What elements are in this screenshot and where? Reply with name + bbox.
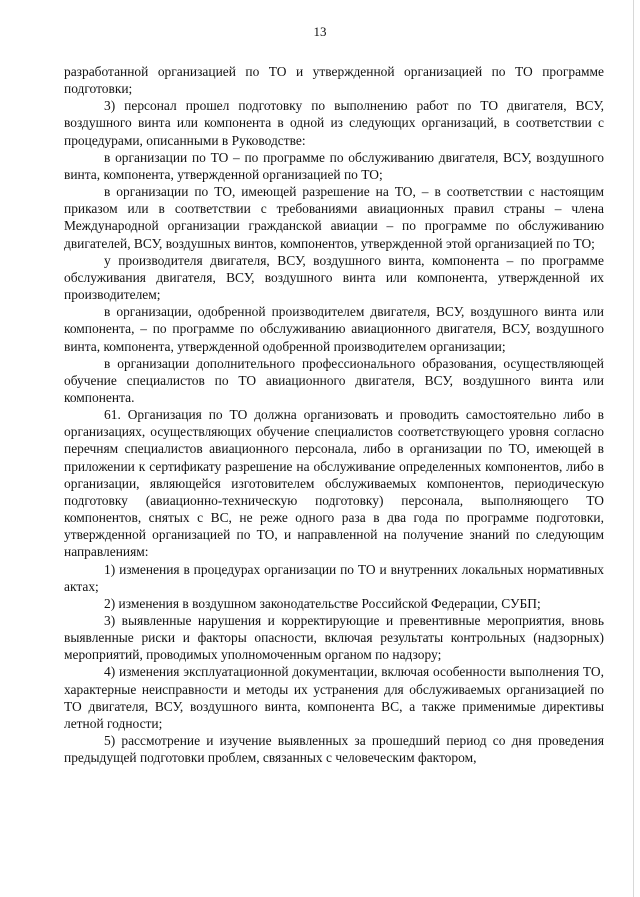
paragraph: 5) рассмотрение и изучение выявленных за прошедший период со дня проведения предыдущей подготовки проблем, связанных с человеческим фактором, bbox=[64, 733, 604, 766]
paragraph: 3) выявленные нарушения и корректирующие и превентивные мероприятия, вновь выявленные риски и факторы опасности, включая результаты контрольных (надзорных) мероприятий, проводимых уполномоченным органом по надзору; bbox=[64, 613, 604, 663]
paragraph: в организации, одобренной производителем двигателя, ВСУ, воздушного винта или компонента, – по программе по обслуживанию авиационного двигателя, ВСУ, воздушного винта, компонента, утвержденной одобренной производителем организации; bbox=[64, 304, 604, 354]
paragraph: 1) изменения в процедурах организации по ТО и внутренних локальных нормативных актах; bbox=[64, 561, 604, 594]
paragraph: в организации по ТО, имеющей разрешение на ТО, – в соответствии с настоящим приказом или в соответствии с требованиями авиационных правил страны – члена Международной организации гражданской авиации – по программе по обслуживанию двигателей, ВСУ, воздушных винтов, компонентов, утвержденной этой организацией по ТО; bbox=[64, 184, 604, 251]
paragraph: у производителя двигателя, ВСУ, воздушного винта, компонента – по программе обслуживания двигателя, ВСУ, воздушного винта или компонента, утвержденной их производителем; bbox=[64, 252, 604, 303]
paragraph: 61. Организация по ТО должна организовать и проводить самостоятельно либо в организациях, осуществляющих обучение специалистов соответствующего уровня согласно перечням специалистов авиационного персонала, либо в организации по ТО, имеющей в приложении к сертификату разрешение на обслуживание определенных компонентов, либо в организации, являющейся изготовителем обслуживаемых компонентов, периодическую подготовку (авиационно-техническую подготовку) персонала, выполняющего ТО компонентов, снятых с ВС, не реже одного раза в два года по программе подготовки, утвержденной организацией по ТО, и направленной на получение знаний по следующим направлениям: bbox=[64, 407, 604, 560]
paragraph: 4) изменения эксплуатационной документации, включая особенности выполнения ТО, характерные неисправности и методы их устранения для обслуживаемых организацией по ТО двигателя, ВСУ, воздушного винта, компонента ВС, а также применимые директивы летной годности; bbox=[64, 664, 604, 731]
paragraph: разработанной организацией по ТО и утвержденной организацией по ТО программе подготовки; bbox=[64, 64, 604, 97]
page-number: 13 bbox=[313, 24, 327, 39]
paragraph: в организации дополнительного профессионального образования, осуществляющей обучение специалистов по ТО авиационного двигателя, ВСУ, воздушного винта или компонента. bbox=[64, 355, 604, 405]
paragraph: 3) персонал прошел подготовку по выполнению работ по ТО двигателя, ВСУ, воздушного винта или компонента в одной из следующих организаций, в соответствии с процедурами, описанными в Руководстве: bbox=[64, 98, 604, 148]
scan-edge-line bbox=[633, 0, 634, 897]
paragraph: в организации по ТО – по программе по обслуживанию двигателя, ВСУ, воздушного винта, компонента, утвержденной организацией по ТО; bbox=[64, 149, 604, 182]
body-text bbox=[64, 63, 604, 766]
paragraph: 2) изменения в воздушном законодательстве Российской Федерации, СУБП; bbox=[104, 595, 541, 611]
